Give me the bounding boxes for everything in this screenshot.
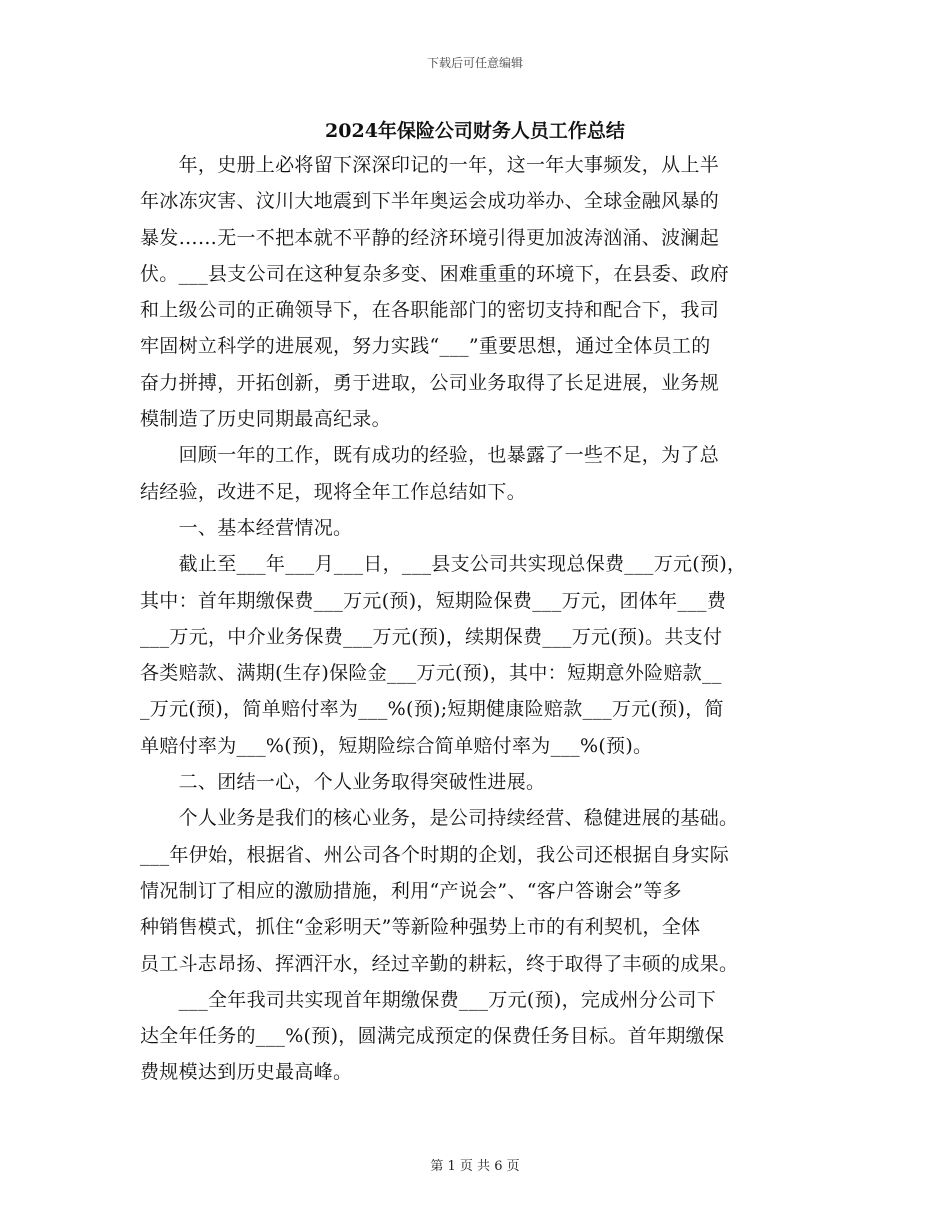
body-text-line: 奋力拼搏，开拓创新，勇于进取，公司业务取得了长足进展，业务规 bbox=[140, 371, 720, 394]
body-text-line: 结经验，改进不足，现将全年工作总结如下。 bbox=[140, 480, 527, 503]
body-text-line: 达全年任务的___%(预)，圆满完成预定的保费任务目标。首年期缴保 bbox=[140, 1025, 725, 1048]
body-text-line: ___万元，中介业务保费___万元(预)，续期保费___万元(预)。共支付 bbox=[140, 625, 723, 648]
body-text-line: 个人业务是我们的核心业务，是公司持续经营、稳健进展的基础。 bbox=[140, 807, 739, 830]
body-text-line: ___全年我司共实现首年期缴保费___万元(预)，完成州分公司下 bbox=[140, 988, 717, 1011]
body-text-line: 一、基本经营情况。 bbox=[140, 516, 353, 539]
header-note: 下载后可任意编辑 bbox=[426, 56, 523, 70]
body-text-line: 其中：首年期缴保费___万元(预)，短期险保费___万元，团体年___费 bbox=[140, 589, 727, 612]
body-text-line: 二、团结一心，个人业务取得突破性进展。 bbox=[140, 771, 546, 794]
body-text-line: 年冰冻灾害、汶川大地震到下半年奥运会成功举办、全球金融风暴的 bbox=[140, 190, 720, 213]
document-body bbox=[140, 147, 820, 1091]
body-text-line: 截止至___年___月___日，___县支公司共实现总保费___万元(预)， bbox=[140, 553, 747, 576]
body-text-line: 员工斗志昂扬、挥洒汗水，经过辛勤的耕耘，终于取得了丰硕的成果。 bbox=[140, 952, 739, 975]
page-footer: 第 1 页 共 6 页 bbox=[430, 1159, 520, 1174]
body-text-line: _万元(预)，简单赔付率为___%(预);短期健康险赔款___万元(预)，简 bbox=[140, 698, 724, 721]
body-text-line: 种销售模式，抓住“金彩明天”等新险种强势上市的有利契机，全体 bbox=[140, 916, 701, 939]
document-title: 2024年保险公司财务人员工作总结 bbox=[325, 120, 625, 142]
body-text-line: 年，史册上必将留下深深印记的一年，这一年大事频发，从上半 bbox=[140, 154, 720, 176]
body-text-line: 暴发……无一不把本就不平静的经济环境引得更加波涛汹涌、波澜起 bbox=[140, 226, 720, 249]
body-text-line: 模制造了历史同期最高纪录。 bbox=[140, 408, 391, 431]
body-text-line: 费规模达到历史最高峰。 bbox=[140, 1061, 353, 1084]
body-text-line: 伏。___县支公司在这种复杂多变、困难重重的环境下，在县委、政府 bbox=[140, 262, 730, 285]
body-text-line: 牢固树立科学的进展观，努力实践“___”重要思想，通过全体员工的 bbox=[140, 335, 711, 358]
body-text-line: 单赔付率为___%(预)，短期险综合简单赔付率为___%(预)。 bbox=[140, 734, 653, 757]
body-text-line: 回顾一年的工作，既有成功的经验，也暴露了一些不足，为了总 bbox=[140, 444, 720, 467]
body-text-line: 和上级公司的正确领导下，在各职能部门的密切支持和配合下，我司 bbox=[140, 299, 720, 322]
body-text-line: ___年伊始，根据省、州公司各个时期的企划，我公司还根据自身实际 bbox=[140, 843, 730, 866]
body-text-line: 情况制订了相应的激励措施，利用“产说会”、“客户答谢会”等多 bbox=[140, 879, 682, 902]
body-text-line: 各类赔款、满期(生存)保险金___万元(预)，其中：短期意外险赔款__ bbox=[140, 662, 722, 685]
